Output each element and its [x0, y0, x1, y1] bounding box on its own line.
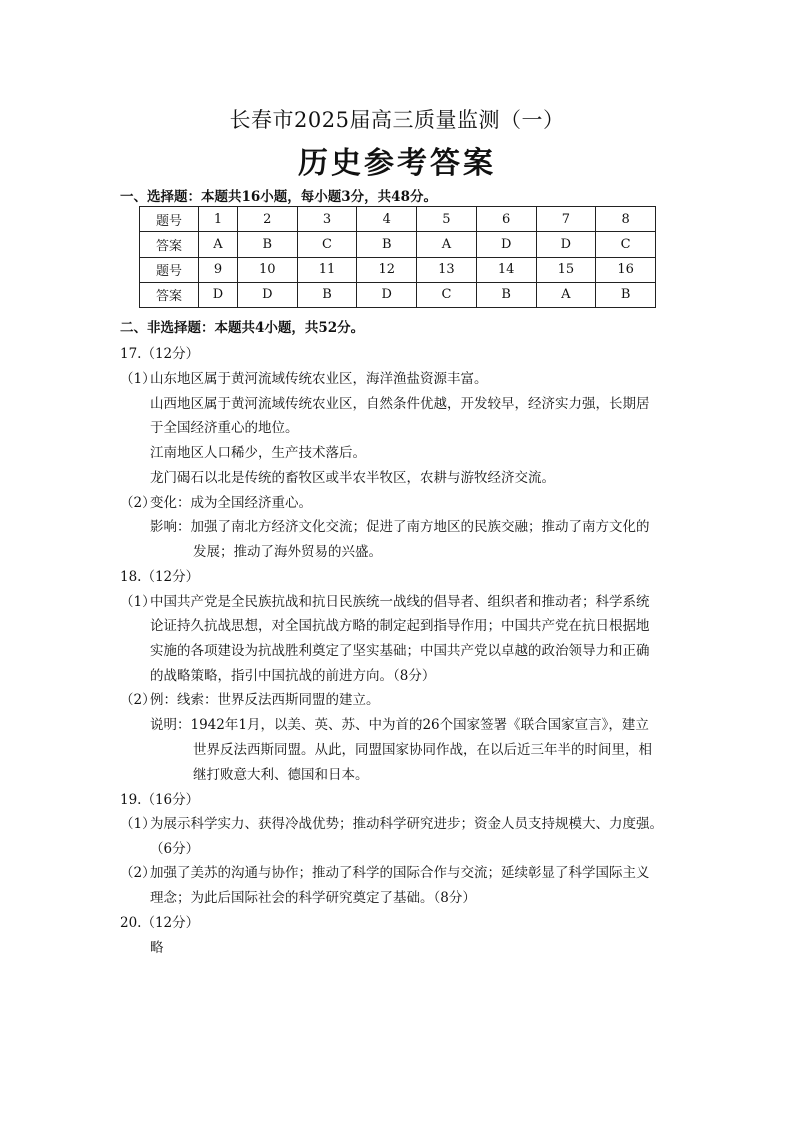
answer-table-cell: 4: [357, 207, 417, 232]
answer-table-cell: 2: [237, 207, 297, 232]
answer-table-cell: 8: [596, 207, 656, 232]
q18-number: 18.（12分）: [120, 569, 200, 585]
answer-table-row: [140, 282, 656, 307]
q19-part1-label: （1）: [120, 816, 156, 832]
q20-body: 略: [150, 940, 164, 956]
answer-table-cell: 10: [237, 257, 297, 282]
answer-table-cell: 15: [536, 257, 596, 282]
answer-table-row-label: 题号: [140, 207, 199, 232]
q18-part1-line3: 实施的各项建设为抗战胜利奠定了坚实基础；中国共产党以卓越的政治领导力和正确: [150, 643, 650, 659]
q18-part2-label: （2）: [120, 692, 156, 708]
answer-table-row-label: 答案: [140, 282, 199, 307]
q18-part2-line2: 说明：1942年1月，以美、英、苏、中为首的26个国家签署《联合国家宣言》，建立: [150, 717, 649, 733]
answer-table-row: [140, 232, 656, 257]
multiple-choice-answer-table: [139, 206, 656, 308]
q17-part2-line3: 发展；推动了海外贸易的兴盛。: [193, 544, 382, 560]
q17-number: 17.（12分）: [120, 346, 200, 362]
answer-table-cell: 16: [596, 257, 656, 282]
q18-part1-label: （1）: [120, 594, 156, 610]
answer-table-cell: B: [476, 282, 536, 307]
q19-part2-line2: 理念；为此后国际社会的科学研究奠定了基础。（8分）: [150, 890, 476, 906]
q17-part1-label: （1）: [120, 371, 156, 387]
answer-table-row: [140, 207, 656, 232]
answer-table-cell: C: [596, 232, 656, 257]
q18-part2-line3: 世界反法西斯同盟。从此，同盟国家协同作战，在以后近三年半的时间里，相: [193, 742, 652, 758]
answer-table-cell: B: [596, 282, 656, 307]
q17-part1-line3: 于全国经济重心的地位。: [150, 420, 299, 436]
answer-table-cell: 11: [297, 257, 357, 282]
answer-table-cell: 1: [199, 207, 238, 232]
q17-part1-line1: 山东地区属于黄河流域传统农业区，海洋渔盐资源丰富。: [150, 371, 488, 387]
answer-table-cell: 5: [417, 207, 477, 232]
q17-part2-label: （2）: [120, 495, 156, 511]
answer-table-row-label: 答案: [140, 232, 199, 257]
answer-table-cell: B: [297, 282, 357, 307]
answer-table-cell: D: [536, 232, 596, 257]
answer-table-cell: D: [237, 282, 297, 307]
q19-part1-line1: 为展示科学实力、获得冷战优势；推动科学研究进步；资金人员支持规模大、力度强。: [150, 816, 663, 832]
answer-table-cell: A: [199, 232, 238, 257]
section1-heading: 一、选择题：本题共16小题，每小题3分，共48分。: [120, 189, 437, 205]
q19-part2-label: （2）: [120, 865, 156, 881]
answer-table-cell: 9: [199, 257, 238, 282]
q17-part2-line1: 变化：成为全国经济重心。: [150, 495, 312, 511]
answer-table-cell: C: [297, 232, 357, 257]
q18-part1-line2: 论证持久抗战思想，对全国抗战方略的制定起到指导作用；中国共产党在抗日根据地: [150, 618, 650, 634]
answer-table-cell: 12: [357, 257, 417, 282]
answer-table-cell: 6: [476, 207, 536, 232]
answer-table-row: [140, 257, 656, 282]
q17-part1-line2: 山西地区属于黄河流域传统农业区，自然条件优越，开发较早，经济实力强，长期居: [150, 396, 650, 412]
q17-part1-line4: 江南地区人口稀少，生产技术落后。: [150, 445, 366, 461]
answer-table-cell: 14: [476, 257, 536, 282]
answer-table-cell: B: [237, 232, 297, 257]
answer-table-cell: A: [417, 232, 477, 257]
answer-table-cell: 13: [417, 257, 477, 282]
answer-table-cell: B: [357, 232, 417, 257]
answer-table-cell: D: [199, 282, 238, 307]
document-title: 长春市2025届高三质量监测（一）: [229, 108, 565, 132]
q20-number: 20.（12分）: [120, 915, 200, 931]
q18-part2-line1: 例：线索：世界反法西斯同盟的建立。: [150, 692, 380, 708]
q18-part2-line4: 继打败意大利、德国和日本。: [193, 767, 369, 783]
answer-table-cell: C: [417, 282, 477, 307]
q19-part1-line2: （6分）: [150, 841, 200, 857]
q18-part1-line4: 的战略策略，指引中国抗战的前进方向。（8分）: [150, 668, 436, 684]
document-subtitle: 历史参考答案: [298, 146, 496, 181]
q19-number: 19.（16分）: [120, 792, 200, 808]
q17-part2-line2: 影响：加强了南北方经济文化交流；促进了南方地区的民族交融；推动了南方文化的: [150, 519, 650, 535]
q18-part1-line1: 中国共产党是全民族抗战和抗日民族统一战线的倡导者、组织者和推动者；科学系统: [150, 594, 650, 610]
answer-table-cell: 3: [297, 207, 357, 232]
q17-part1-line5: 龙门碣石以北是传统的畜牧区或半农半牧区，农耕与游牧经济交流。: [150, 470, 555, 486]
q19-part2-line1: 加强了美苏的沟通与协作；推动了科学的国际合作与交流；延续彰显了科学国际主义: [150, 865, 650, 881]
answer-table-cell: D: [476, 232, 536, 257]
answer-table-cell: A: [536, 282, 596, 307]
answer-table-cell: D: [357, 282, 417, 307]
section2-heading: 二、非选择题：本题共4小题，共52分。: [120, 320, 365, 336]
answer-table-cell: 7: [536, 207, 596, 232]
answer-table-row-label: 题号: [140, 257, 199, 282]
